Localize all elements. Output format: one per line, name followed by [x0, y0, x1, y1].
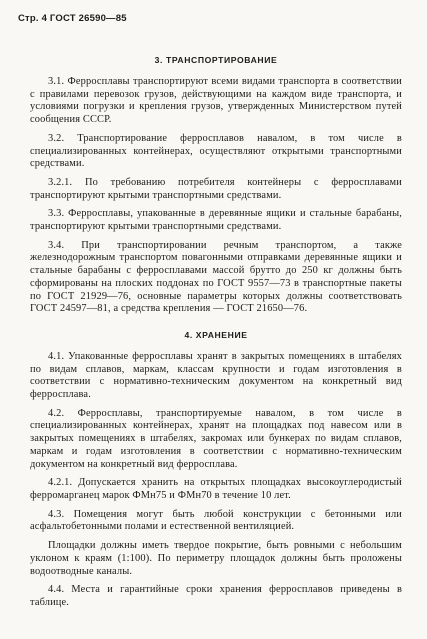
paragraph-4-2: 4.2. Ферросплавы, транспортируемые навалом, в том числе в специализированных контейнерах, хранят на площадках под навесом или в закрытых помещениях в штабелях, закромах или бункерах по видам сплавов, маркам и годам изготовления в соответствии с нормативно-техническим документом на конкретный вид ферросплава.	[30, 407, 402, 470]
paragraph-4-1: 4.1. Упакованные ферросплавы хранят в закрытых помещениях в штабелях по видам сплавов, маркам, классам крупности и годам изготовления в соответствии с нормативно-техническим документом на конкретный вид ферросплава.	[30, 350, 402, 401]
paragraph-3-4: 3.4. При транспортировании речным транспортом, а также железнодорожным транспортом повагонными отправками деревянные ящики и стальные барабаны с ферросплавами массой брутто до 250 кг должны быть сформированы на плоских поддонах по ГОСТ 9557—73 в транспортные пакеты по ГОСТ 21929—76, основные параметры которых должны соответствовать ГОСТ 24597—81, а средства крепления — ГОСТ 21650—76.	[30, 239, 402, 315]
page-header: Стр. 4 ГОСТ 26590—85	[18, 13, 127, 24]
paragraph-4-4: 4.4. Места и гарантийные сроки хранения ферросплавов приведены в таблице.	[30, 584, 402, 608]
section-title-transportation: 3. ТРАНСПОРТИРОВАНИЕ	[154, 55, 278, 65]
paragraph-3-2: 3.2. Транспортирование ферросплавов навалом, в том числе в специализированных контейнерах, осуществляют открытыми транспортными средствами.	[30, 132, 402, 170]
paragraph-3-2-1: 3.2.1. По требованию потребителя контейнеры с ферросплавами транспортируют крытыми транспортными средствами.	[30, 176, 402, 201]
paragraph-4-3: 4.3. Помещения могут быть любой конструкции с бетонными или асфальтобетонными полами и естественной вентиляцией.	[30, 508, 402, 533]
paragraph-4-3-platforms: Площадки должны иметь твердое покрытие, быть ровными с небольшим уклоном к краям (1:100). По периметру площадок должны быть проложены водоотводные каналы.	[30, 540, 402, 577]
paragraph-4-2-1: 4.2.1. Допускается хранить на открытых площадках высокоуглеродистый ферромарганец марок ФМн75 и ФМн70 в течение 10 лет.	[30, 477, 402, 501]
section-title-storage: 4. ХРАНЕНИЕ	[184, 329, 248, 340]
page-body	[30, 55, 402, 616]
paragraph-3-1: 3.1. Ферросплавы транспортируют всеми видами транспорта в соответствии с правилами перевозок грузов, действующими на каждом виде транспорта, и условиями погрузки и крепления грузов, утвержденных Министерством путей сообщения СССР.	[30, 76, 402, 126]
paragraph-3-3: 3.3. Ферросплавы, упакованные в деревянные ящики и стальные барабаны, транспортируют крытыми транспортными средствами.	[30, 208, 402, 233]
